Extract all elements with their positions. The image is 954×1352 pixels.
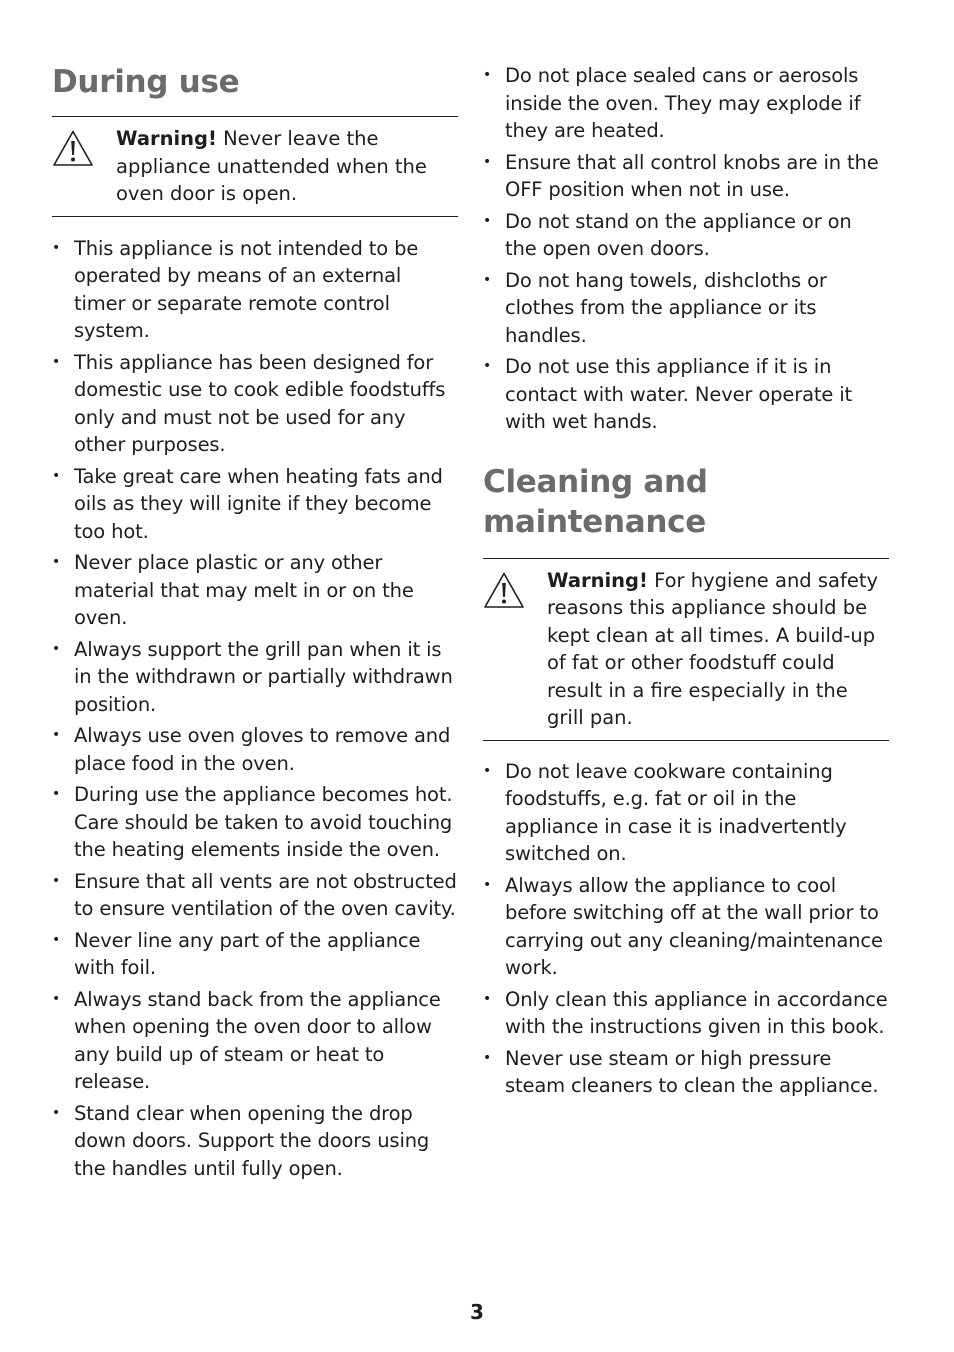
warning-label: Warning!	[547, 568, 648, 592]
page-number: 3	[470, 1300, 484, 1324]
list-item	[483, 62, 889, 145]
list-item	[52, 636, 458, 719]
list-item	[483, 872, 889, 982]
bullet: •	[52, 554, 61, 570]
warning-message	[547, 567, 889, 732]
bullet: •	[52, 727, 61, 743]
list-item-text: Do not place sealed cans or aerosols inside the oven. They may explode if they are heated.	[505, 64, 861, 142]
warning-box-cleaning	[483, 558, 889, 741]
list-item-text: Never place plastic or any other material that may melt in or on the oven.	[74, 551, 414, 629]
list-item	[52, 1100, 458, 1183]
bullet: •	[52, 353, 61, 370]
list-item-text: Always stand back from the appliance when opening the oven door to allow any build up of steam or heat to release.	[74, 987, 441, 1093]
list-item	[52, 549, 458, 632]
list-item-text: Do not hang towels, dishcloths or clothes from the appliance or its handles.	[505, 268, 827, 347]
warning-triangle-icon	[52, 125, 96, 208]
bullet: •	[483, 67, 492, 83]
bullet: •	[483, 762, 492, 779]
list-item	[52, 927, 458, 982]
list-item	[483, 1045, 889, 1100]
warning-triangle-icon	[483, 567, 527, 732]
list-item	[483, 149, 889, 204]
section-title-during-use: During use	[52, 64, 240, 100]
bullet: •	[483, 271, 492, 288]
list-item	[483, 758, 889, 868]
list-item-text: Never use steam or high pressure steam cleaners to clean the appliance.	[505, 1046, 879, 1097]
list-item	[52, 986, 458, 1096]
list-item	[52, 349, 458, 459]
list-item-text: Do not stand on the appliance or on the open oven doors.	[505, 209, 852, 260]
list-item-text: During use the appliance becomes hot. Care should be taken to avoid touching the heating elements inside the oven.	[74, 783, 453, 861]
list-item-text: Do not leave cookware containing foodstuffs, e.g. fat or oil in the appliance in case it is inadvertently switched on.	[505, 759, 847, 865]
bullet: •	[483, 358, 492, 374]
list-item-text: Only clean this appliance in accordance with the instructions given in this book.	[505, 987, 888, 1038]
list-item-text: Ensure that all control knobs are in the OFF position when not in use.	[505, 150, 879, 201]
warning-text: For hygiene and safety reasons this appliance should be kept clean at all times. A build-up of fat or other foodstuff could result in a fire especially in the grill pan.	[547, 568, 879, 729]
list-item	[483, 353, 889, 436]
bullet: •	[52, 872, 61, 889]
during-use-list-continued	[483, 62, 889, 436]
bullet: •	[483, 876, 492, 893]
cleaning-list	[483, 758, 889, 1100]
bullet: •	[52, 990, 61, 1007]
list-item-text: Stand clear when opening the drop down doors. Support the doors using the handles until fully open.	[74, 1101, 430, 1180]
list-item-text: This appliance is not intended to be operated by means of an external timer or separate remote control system.	[74, 236, 419, 342]
list-item	[52, 781, 458, 864]
list-item-text: Always support the grill pan when it is in the withdrawn or partially withdrawn position.	[74, 637, 453, 716]
list-item	[483, 208, 889, 263]
right-column	[483, 62, 889, 1104]
warning-text: Never leave the appliance unattended when the oven door is open.	[116, 127, 427, 205]
list-item-text: Take great care when heating fats and oils as they will ignite if they become too hot.	[74, 464, 443, 543]
list-item	[52, 235, 458, 345]
list-item-text: Always allow the appliance to cool before switching off at the wall prior to carrying out any cleaning/maintenance work.	[505, 873, 883, 979]
list-item	[52, 868, 458, 923]
bullet: •	[483, 212, 492, 229]
warning-label: Warning!	[116, 127, 217, 150]
bullet: •	[52, 640, 61, 657]
bullet: •	[52, 239, 61, 256]
list-item-text: This appliance has been designed for domestic use to cook edible foodstuffs only and must not be used for any other purposes.	[74, 350, 446, 456]
bullet: •	[52, 931, 61, 948]
list-item-text: Ensure that all vents are not obstructed to ensure ventilation of the oven cavity.	[74, 869, 457, 920]
bullet: •	[52, 467, 61, 484]
bullet: •	[483, 1049, 492, 1066]
left-column	[52, 62, 458, 1186]
warning-box-during-use	[52, 116, 458, 217]
list-item-text: Do not use this appliance if it is in contact with water. Never operate it with wet hands.	[505, 355, 853, 433]
list-item-text: Always use oven gloves to remove and place food in the oven.	[74, 724, 451, 775]
list-item	[52, 722, 458, 777]
list-item	[483, 986, 889, 1041]
section-title-cleaning: Cleaning and maintenance	[483, 463, 708, 540]
list-item-text: Never line any part of the appliance with foil.	[74, 928, 421, 979]
bullet: •	[52, 1104, 61, 1121]
list-item	[52, 463, 458, 546]
during-use-list	[52, 235, 458, 1183]
list-item	[483, 267, 889, 350]
warning-message	[116, 125, 458, 208]
bullet: •	[52, 786, 61, 802]
bullet: •	[483, 990, 492, 1007]
bullet: •	[483, 153, 492, 170]
